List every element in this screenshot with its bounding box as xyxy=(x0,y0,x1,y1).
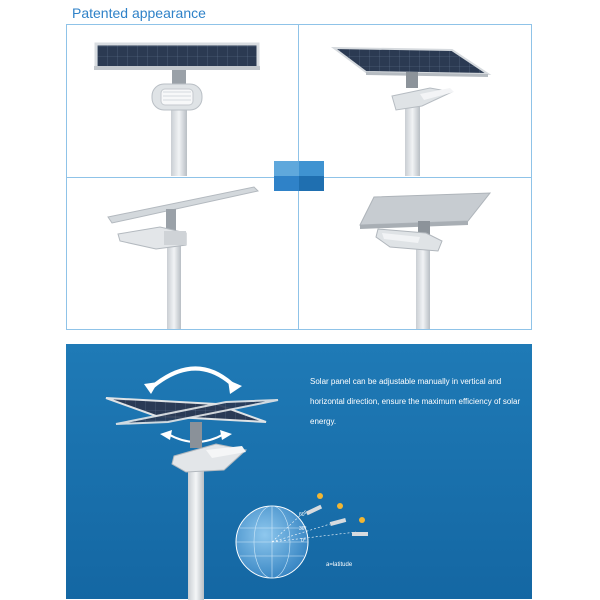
product-image-rear-angled-view xyxy=(300,179,530,329)
sun-icon xyxy=(317,493,323,499)
angle-label-0: 0° xyxy=(301,538,306,544)
angle-label-60: 60° xyxy=(299,512,307,518)
product-image-front-view xyxy=(68,26,298,176)
rotation-arrow-icon xyxy=(151,368,234,388)
angle-label-30: 30° xyxy=(299,526,307,532)
product-image-angled-tilt-view xyxy=(300,26,530,176)
product-image-side-profile-view xyxy=(68,179,298,329)
latitude-label: a=latitude xyxy=(326,562,353,568)
latitude-globe-diagram xyxy=(236,490,376,590)
page-title: Patented appearance xyxy=(72,5,206,21)
sun-icon xyxy=(359,517,365,523)
feature-description: Solar panel can be adjustable manually in vertical and horizontal direction, ensure the maximum efficiency of solar energy. xyxy=(310,377,521,426)
center-decoration xyxy=(274,161,324,191)
sun-icon xyxy=(337,503,343,509)
